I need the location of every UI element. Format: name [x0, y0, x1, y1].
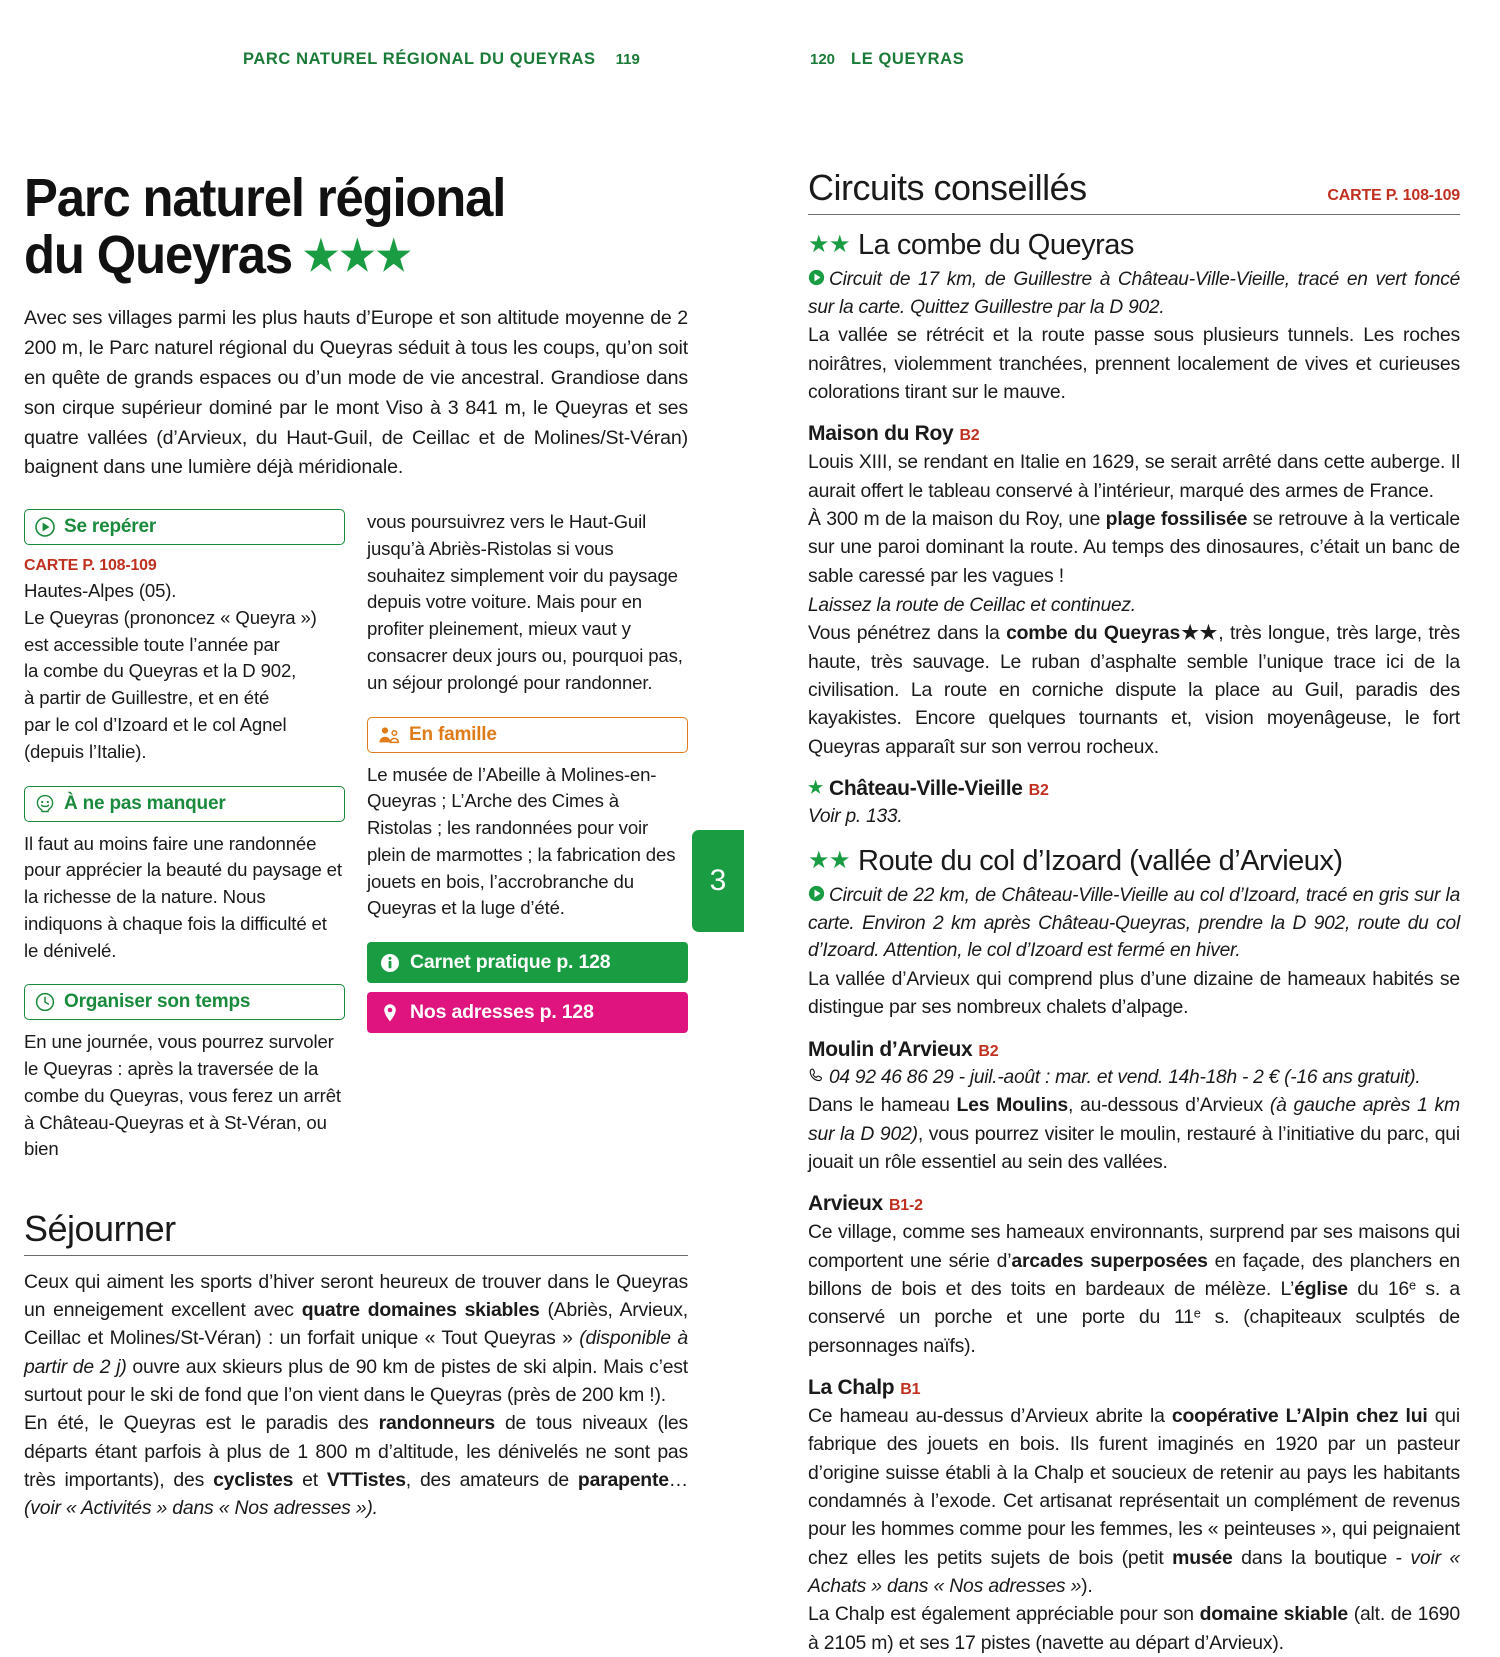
infobox-label: Se repérer	[64, 516, 157, 538]
se-reperer-continuation: vous poursuivrez vers le Haut-Guil jusqu’à Abriès-Ristolas si vous souhaitez simplement voir du paysage depuis votre voiture. Mais pour en profiter pleinement, mieux vaut y consacrer deux jours ou, pourquoi pas, un séjour prolongé pour randonner.	[367, 511, 683, 693]
text-run: (Abriès, Arvieux, Ceillac et Molines/St-Véran) : un forfait unique « Tout Queyras »	[24, 1299, 688, 1350]
grid-reference: B2	[978, 1042, 999, 1060]
left-page-column	[24, 170, 688, 1523]
running-head-right	[810, 50, 964, 69]
text-run-bold: randonneurs	[378, 1412, 495, 1435]
pill-nos-adresses[interactable]	[367, 992, 688, 1033]
grid-reference: B2	[959, 427, 980, 445]
rating-stars: ★★	[808, 846, 851, 874]
map-pin-icon	[380, 1003, 400, 1023]
text-run-bold: coopérative L’Alpin chez lui	[1171, 1404, 1428, 1427]
subcolumn-b	[367, 509, 688, 1183]
clock-icon	[35, 992, 55, 1012]
sejourner-paragraph-1	[24, 1268, 688, 1410]
text-run-bold: musée	[1172, 1546, 1233, 1569]
poi-paragraph	[808, 1091, 1460, 1176]
text-run: , des amateurs de	[405, 1469, 578, 1492]
text-run: qui fabrique des jouets en bois. Ils furent imaginés en 1920 par un pasteur d’origine suisse établi à la Chalp et soucieux de retenir au pays les habitants condamnés à l’exode. Cet artisanat représentait un complément de revenus pour les hommes comme pour les femmes, les « peinteuses », qui peignaient chez elles les petits sujets de bois (petit	[808, 1404, 1461, 1569]
poi-direction: Laissez la route de Ceillac et continuez.	[808, 594, 1136, 616]
text-run: de tous niveaux (les départs étant parfois à plus de 1 800 m d’altitude, les dénivelés ne sont pas très importants), des	[24, 1412, 688, 1492]
text-run-bold: domaine skiable	[1199, 1603, 1348, 1626]
text-run-bold: combe du Queyras★★	[1006, 622, 1219, 645]
text-run-bold: église	[1294, 1277, 1348, 1300]
circuits-heading: Circuits conseillés	[808, 167, 1087, 208]
organiser-son-temps-body: En une journée, vous pourrez survoler le Queyras : après la traversée de la combe du Queyras, vous ferez un arrêt à Château-Queyras et à St-Véran, ou bien	[24, 1031, 341, 1160]
text-run: Dans le hameau	[808, 1094, 957, 1117]
poi-practical-info	[808, 1064, 1460, 1092]
running-head-left-title: PARC NATUREL RÉGIONAL DU QUEYRAS	[243, 50, 596, 68]
poi-paragraph	[808, 1600, 1460, 1657]
smiley-icon	[35, 794, 55, 814]
infobox-a-ne-pas-manquer[interactable]	[24, 786, 345, 822]
grid-reference: B1-2	[888, 1197, 923, 1215]
poi-title-la-chalp	[808, 1376, 1460, 1400]
poi-title-text: Maison du Roy	[808, 422, 954, 446]
infobox-en-famille[interactable]	[367, 717, 688, 753]
text-run-italic: (à gauche après 1 km sur la D 902)	[808, 1094, 1460, 1145]
poi-paragraph	[808, 1218, 1460, 1360]
chapter-title-line1: Parc naturel régional	[24, 168, 506, 228]
circuit-title-route-col-izoard	[808, 845, 1460, 878]
text-run-bold: cyclistes	[213, 1469, 294, 1492]
text-run: , au-dessous d’Arvieux	[1068, 1094, 1270, 1117]
text-run-bold: quatre domaines skiables	[301, 1299, 540, 1322]
rating-stars: ★★★	[303, 232, 413, 280]
subcolumn-a	[24, 509, 345, 1183]
poi-title-text: Arvieux	[808, 1192, 883, 1216]
chapter-thumb-tab	[692, 830, 744, 932]
poi-paragraph: Louis XIII, se rendant en Italie en 1629, se serait arrêté dans cette auberge. Il aurait offert le tableau conservé à l’intérieur, marqué des armes de France.	[808, 451, 1460, 502]
direction-text: Circuit de 17 km, de Guillestre à Château-Ville-Vieille, tracé en vert foncé sur la carte. Quittez Guillestre par la D 902.	[808, 268, 1460, 318]
text-run: et	[293, 1469, 327, 1492]
text-run: …	[668, 1469, 688, 1492]
text-run: se retrouve à la verticale sur une paroi dominant la route. Au temps des dinosaures, c’était un banc de sable caressé par les vagues !	[808, 507, 1460, 587]
poi-paragraph	[808, 619, 1460, 761]
circuits-heading-row	[808, 168, 1460, 215]
poi-title-arvieux	[808, 1192, 1460, 1216]
text-run-italic: (voir « Activités » dans « Nos adresses »).	[24, 1497, 378, 1520]
grid-reference: B1	[900, 1380, 921, 1398]
page-title	[24, 170, 648, 284]
circuit-direction	[808, 882, 1460, 965]
text-run: À 300 m de la maison du Roy, une	[808, 507, 1106, 530]
text-run: , très longue, très large, très haute, très sauvage. Le ruban d’asphalte semble l’unique trace ici de la civilisation. La route en corniche dispute la place au Guil, paradis des kayakistes. Encore quelques tournants et, vision moyenâgeuse, le fort Queyras apparaît sur son verrou rocheux.	[808, 622, 1460, 758]
text-run: (alt. de 1690 à 2105 m) et ses 17 pistes (navette au départ d’Arvieux).	[808, 1603, 1460, 1654]
left-subcolumns	[24, 509, 688, 1183]
text-run: Ce village, comme ses hameaux environnants, surprend par ses maisons qui comportent une série d’	[808, 1221, 1460, 1272]
text-run: ouvre aux skieurs plus de 90 km de pistes de ski alpin. Mais c’est surtout pour le ski de fond que l’on vient dans le Queyras (près de 200 km !).	[24, 1355, 688, 1407]
text-run: , vous pourrez visiter le moulin, restauré à l’initiative du parc, qui jouait un rôle essentiel au sein des vallées.	[808, 1122, 1460, 1173]
chapter-number: 3	[709, 864, 727, 897]
poi-title-maison-du-roy	[808, 422, 1460, 446]
right-page-column	[808, 168, 1460, 1657]
poi-paragraph	[808, 1402, 1460, 1600]
text-run: En été, le Queyras est le paradis des	[24, 1412, 379, 1435]
infobox-label: À ne pas manquer	[64, 792, 226, 814]
pill-label: Nos adresses p. 128	[410, 1001, 594, 1024]
circuit-title-text: Route du col d’Izoard (vallée d’Arvieux)	[858, 844, 1343, 877]
folio-left: 119	[615, 51, 640, 68]
poi-title-text: Moulin d’Arvieux	[808, 1037, 973, 1061]
text-run: du 16e s. a conservé un porche et une porte du 11e s. (chapiteaux sculptés de personnages naïfs).	[808, 1277, 1460, 1357]
text-run-bold: plage fossilisée	[1105, 507, 1248, 530]
poi-title-text: La Chalp	[808, 1375, 895, 1399]
poi-title-moulin-darvieux	[808, 1038, 1460, 1062]
text-run-bold: Les Moulins	[956, 1094, 1069, 1117]
direction-text: Circuit de 22 km, de Château-Ville-Vieille au col d’Izoard, tracé en gris sur la carte. Environ 2 km après Château-Queyras, prendre la D 902, route du col d’Izoard. Attention, le col d’Izoard est fermé en hiver.	[808, 885, 1460, 962]
family-icon	[378, 725, 400, 745]
text-run-italic: (disponible à partir de 2 j)	[24, 1327, 689, 1378]
phone-icon	[808, 1067, 825, 1084]
text-run: Ceux qui aiment les sports d’hiver seront heureux de trouver dans le Queyras un enneigement excellent avec	[24, 1270, 688, 1322]
text-run: La Chalp est également appréciable pour son	[808, 1603, 1200, 1626]
circuit-title-text: La combe du Queyras	[858, 228, 1134, 261]
infobox-label: En famille	[409, 723, 497, 745]
text-run-bold: VTTistes	[326, 1469, 406, 1492]
running-head-right-title: LE QUEYRAS	[851, 50, 965, 68]
se-reperer-text: Hautes-Alpes (05). Le Queyras (prononcez « Queyra ») est accessible toute l’année par la combe du Queyras et la D 902, à partir de Guillestre, et en été par le col d’Izoard et le col Agnel (depuis l’Italie).	[24, 580, 317, 762]
text-run: ).	[1081, 1574, 1093, 1597]
en-famille-body: Le musée de l’Abeille à Molines-en-Queyras ; L’Arche des Cimes à Ristolas ; les randonnées pour voir plein de marmottes ; la fabrication des jouets en bois, l’accrobranche du Queyras et la luge d’été.	[367, 763, 676, 919]
running-head-left	[243, 50, 640, 69]
se-reperer-body	[24, 554, 345, 765]
sejourner-heading: Séjourner	[24, 1208, 176, 1250]
rating-stars: ★	[808, 778, 823, 798]
circuit-body: La vallée se rétrécit et la route passe sous plusieurs tunnels. Les roches noirâtres, violemment tranchées, prennent localement de vives et curieuses colorations tirant sur le mauve.	[808, 324, 1460, 403]
chapter-title-line2: du Queyras	[24, 225, 293, 286]
sejourner-heading-row	[24, 1209, 688, 1256]
text-run-bold: arcades superposées	[1011, 1249, 1208, 1272]
text-run-bold: parapente	[577, 1469, 669, 1492]
rating-stars: ★★	[808, 230, 851, 258]
sejourner-section	[24, 1209, 688, 1523]
circuit-body: La vallée d’Arvieux qui comprend plus d’une dizaine de hameaux habités se distingue par ses nombreux chalets d’alpage.	[808, 968, 1460, 1019]
poi-title-chateau-ville-vieille	[808, 777, 1460, 801]
play-circle-icon	[808, 885, 825, 902]
a-ne-pas-manquer-body: Il faut au moins faire une randonnée pour apprécier la beauté du paysage et la richesse de la nature. Nous indiquons à chaque fois la difficulté et le dénivelé.	[24, 832, 342, 961]
play-circle-icon	[35, 517, 55, 537]
grid-reference: B2	[1028, 782, 1049, 800]
infobox-label: Organiser son temps	[64, 991, 251, 1013]
pill-label: Carnet pratique p. 128	[410, 951, 611, 974]
practical-text: 04 92 46 86 29 - juil.-août : mar. et vend. 14h-18h - 2 € (-16 ans gratuit).	[829, 1066, 1421, 1088]
poi-paragraph	[808, 505, 1460, 590]
text-run-italic: voir « Achats » dans « Nos adresses »	[808, 1546, 1460, 1597]
infobox-organiser-son-temps[interactable]	[24, 984, 345, 1020]
circuit-title-combe-du-queyras	[808, 229, 1460, 262]
poi-cross-reference: Voir p. 133.	[808, 806, 903, 828]
sejourner-paragraph-2	[24, 1409, 688, 1522]
pill-carnet-pratique[interactable]	[367, 942, 688, 983]
poi-title-text: Château-Ville-Vieille	[828, 777, 1023, 801]
text-run: Vous pénétrez dans la	[808, 622, 1007, 645]
carte-reference: CARTE P. 108-109	[1327, 187, 1460, 204]
infobox-se-reperer[interactable]	[24, 509, 345, 545]
text-run: Ce hameau au-dessus d’Arvieux abrite la	[808, 1404, 1172, 1427]
text-run: en façade, des planchers en billons de bois et des toits en bardeaux de mélèze. L’	[808, 1249, 1460, 1300]
circuit-direction	[808, 266, 1460, 321]
text-run: dans la boutique -	[1232, 1546, 1411, 1569]
folio-right: 120	[810, 51, 836, 68]
intro-paragraph: Avec ses villages parmi les plus hauts d’Europe et son altitude moyenne de 2 200 m, le Parc naturel régional du Queyras séduit à tous les coups, qu’on soit en quête de grands espaces ou d’un mode de vie ancestral. Grandiose dans son cirque supérieur dominé par le mont Viso à 3 841 m, le Queyras et ses quatre vallées (d’Arvieux, du Haut-Guil, de Ceillac et de Molines/St-Véran) baignent dans une lumière déjà méridionale.	[24, 307, 688, 479]
play-circle-icon	[808, 269, 825, 286]
carte-reference: CARTE P. 108-109	[24, 557, 157, 575]
info-icon	[380, 953, 400, 973]
